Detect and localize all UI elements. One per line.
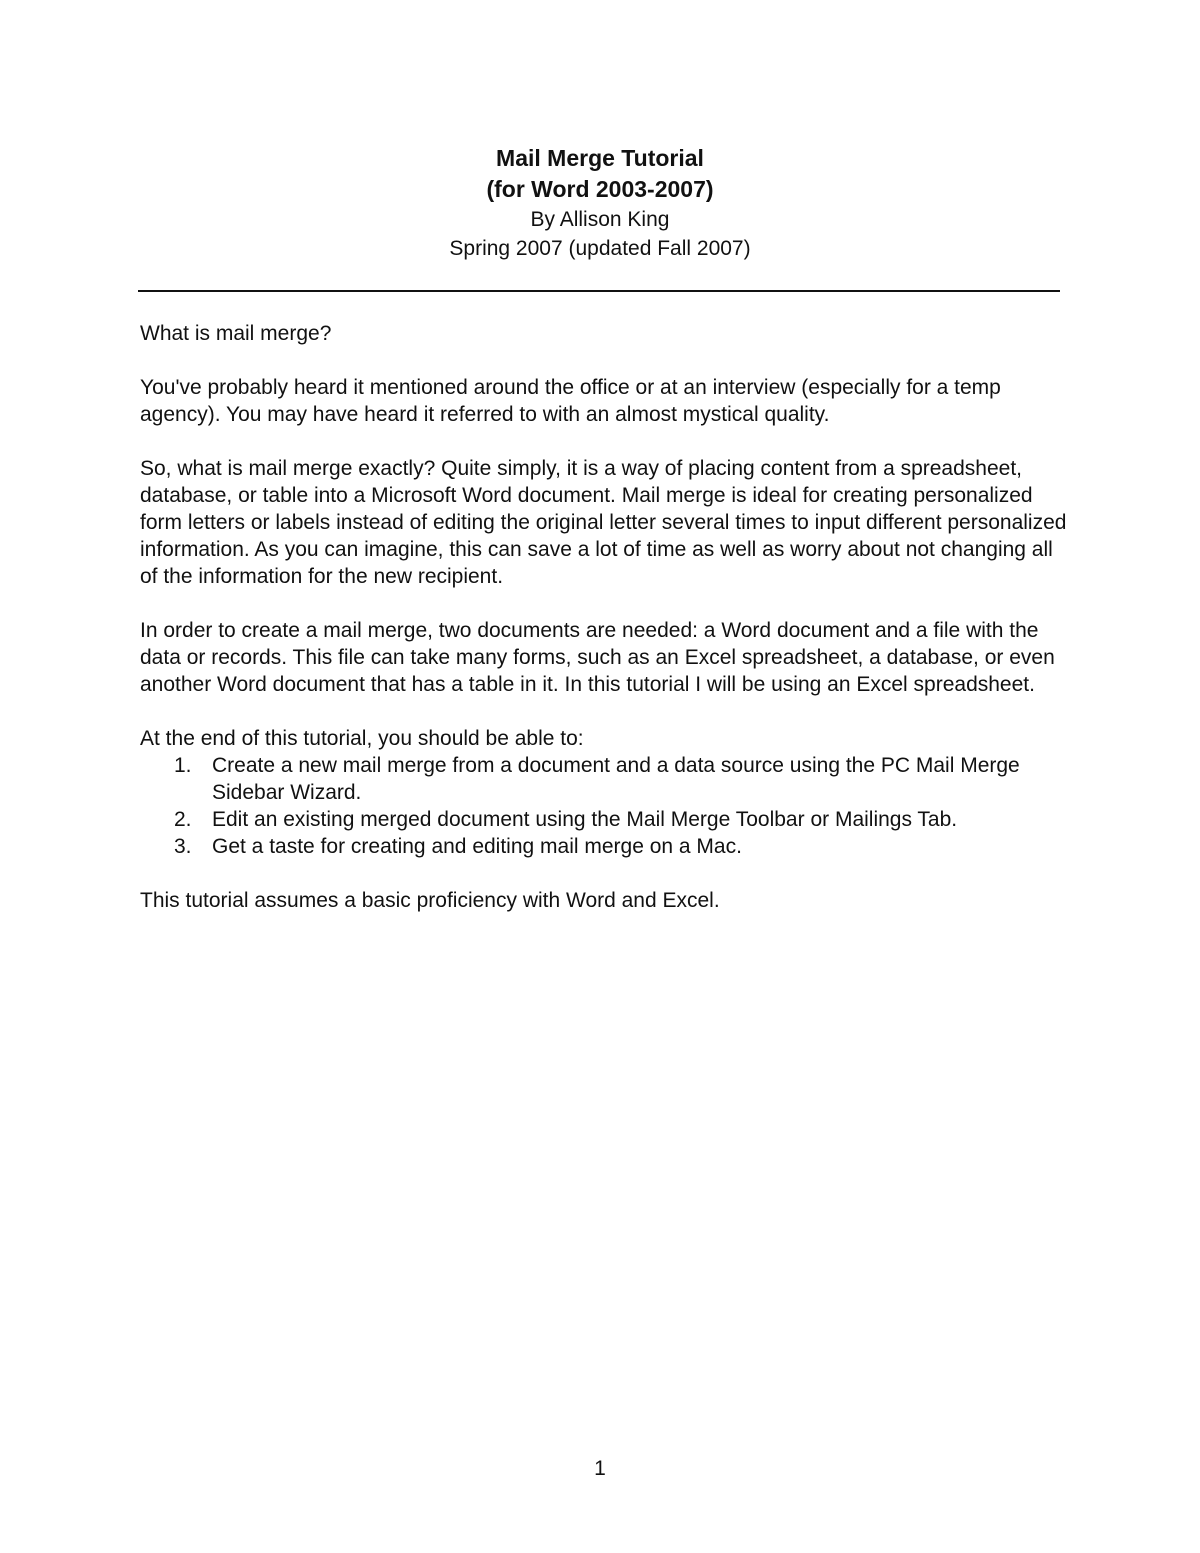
document-header: [0, 143, 1200, 263]
list-item-text: Create a new mail merge from a document and a data source using the PC Mail Merge Sidebar Wizard.: [212, 754, 1020, 804]
document-body: [140, 320, 1070, 941]
document-date: Spring 2007 (updated Fall 2007): [449, 237, 751, 260]
goals-list: [140, 752, 1070, 860]
list-item: [140, 833, 1070, 860]
list-item: [140, 806, 1070, 833]
paragraph-definition: So, what is mail merge exactly? Quite simply, it is a way of placing content from a spreadsheet, database, or table into a Microsoft Word document. Mail merge is ideal for creating personalized form letters or labels instead of editing the original letter several times to input different personalized information. As you can imagine, this can save a lot of time as well as worry about not changing all of the information for the new recipient.: [140, 457, 1067, 588]
list-item-text: Edit an existing merged document using the Mail Merge Toolbar or Mailings Tab.: [212, 808, 958, 831]
list-item: [140, 752, 1070, 806]
header-divider: [138, 290, 1060, 292]
list-item-number: 1.: [174, 754, 192, 777]
list-intro: At the end of this tutorial, you should be able to:: [140, 727, 584, 750]
document-subtitle: (for Word 2003-2007): [486, 176, 714, 202]
document-title: Mail Merge Tutorial: [496, 145, 704, 171]
list-item-number: 2.: [174, 808, 192, 831]
page-number: 1: [594, 1457, 606, 1480]
paragraph-intro: You've probably heard it mentioned around the office or at an interview (especially for a temp agency). You may have heard it referred to with an almost mystical quality.: [140, 376, 1001, 426]
document-author: By Allison King: [530, 208, 670, 231]
paragraph-requirements: In order to create a mail merge, two documents are needed: a Word document and a file with the data or records. This file can take many forms, such as an Excel spreadsheet, a database, or even another Word document that has a table in it. In this tutorial I will be using an Excel spreadsheet.: [140, 619, 1055, 696]
list-item-number: 3.: [174, 835, 192, 858]
list-item-text: Get a taste for creating and editing mail merge on a Mac.: [212, 835, 742, 858]
paragraph-closing: This tutorial assumes a basic proficiency with Word and Excel.: [140, 889, 720, 912]
section-question: What is mail merge?: [140, 322, 332, 345]
